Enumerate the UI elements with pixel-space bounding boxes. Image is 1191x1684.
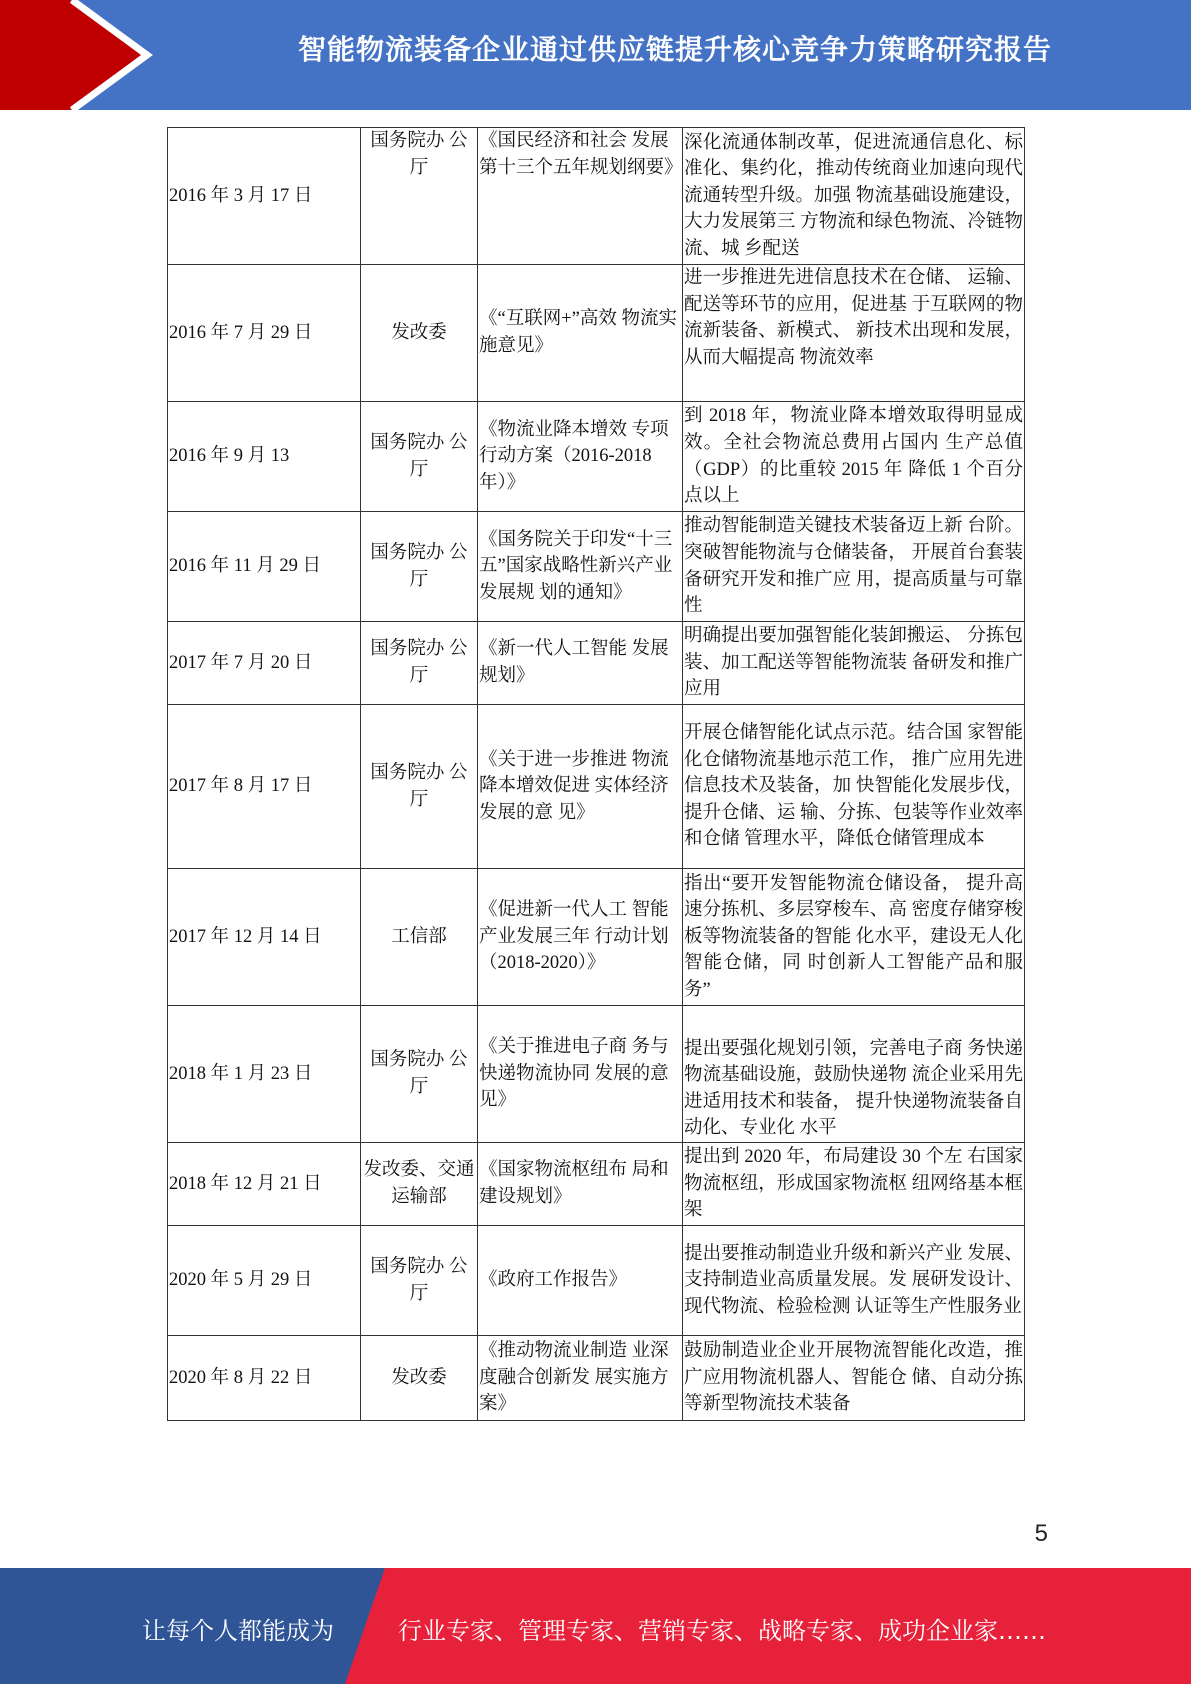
- cell-document: 《关于推进电子商 务与快递物流协同 发展的意见》: [478, 1006, 683, 1143]
- cell-description: 提出要强化规划引领，完善电子商 务快递物流基础设施，鼓励快递物 流企业采用先进适用技术和装备， 提升快递物流装备自动化、专业化 水平: [683, 1006, 1025, 1143]
- table-row: [168, 402, 1025, 512]
- cell-document: 《国务院关于印发“十三五”国家战略性新兴产业发展规 划的通知》: [478, 512, 683, 622]
- cell-document: 《“互联网+”高效 物流实施意见》: [478, 265, 683, 402]
- cell-department: 发改委: [361, 1336, 478, 1421]
- cell-description: 进一步推进先进信息技术在仓储、 运输、配送等环节的应用，促进基 于互联网的物流新装备、新模式、 新技术出现和发展，从而大幅提高 物流效率: [683, 265, 1025, 402]
- cell-description: 到 2018 年，物流业降本增效取得明显成效。全社会物流总费用占国内 生产总值（GDP）的比重较 2015 年 降低 1 个百分点以上: [683, 402, 1025, 512]
- cell-document: 《政府工作报告》: [478, 1226, 683, 1336]
- cell-date: 2016 年 3 月 17 日: [168, 128, 361, 265]
- cell-document: 《新一代人工智能 发展规划》: [478, 622, 683, 705]
- cell-document: 《关于进一步推进 物流降本增效促进 实体经济发展的意 见》: [478, 705, 683, 869]
- cell-description: 明确提出要加强智能化装卸搬运、 分拣包装、加工配送等智能物流装 备研发和推广应用: [683, 622, 1025, 705]
- cell-department: 国务院办 公厅: [361, 512, 478, 622]
- table-row: [168, 1143, 1025, 1226]
- table-row: [168, 1336, 1025, 1421]
- cell-date: 2016 年 9 月 13: [168, 402, 361, 512]
- cell-description: 提出要推动制造业升级和新兴产业 发展、支持制造业高质量发展。发 展研发设计、现代物流、检验检测 认证等生产性服务业: [683, 1226, 1025, 1336]
- cell-date: 2020 年 8 月 22 日: [168, 1336, 361, 1421]
- cell-department: 发改委、交通运输部: [361, 1143, 478, 1226]
- cell-description: 推动智能制造关键技术装备迈上新 台阶。突破智能物流与仓储装备， 开展首台套装备研究开发和推广应 用，提高质量与可靠性: [683, 512, 1025, 622]
- cell-department: 发改委: [361, 265, 478, 402]
- cell-department: 国务院办 公厅: [361, 128, 478, 265]
- cell-document: 《国民经济和社会 发展第十三个五年规划纲要》: [478, 128, 683, 265]
- cell-department: 国务院办 公厅: [361, 1226, 478, 1336]
- cell-date: 2017 年 8 月 17 日: [168, 705, 361, 869]
- table-row: [168, 705, 1025, 869]
- cell-document: 《物流业降本增效 专项行动方案（2016-2018 年）》: [478, 402, 683, 512]
- report-title: 智能物流装备企业通过供应链提升核心竞争力策略研究报告: [297, 33, 1052, 66]
- cell-date: 2017 年 7 月 20 日: [168, 622, 361, 705]
- cell-date: 2018 年 12 月 21 日: [168, 1143, 361, 1226]
- header-red-arrow: [0, 0, 145, 110]
- cell-description: 提出到 2020 年，布局建设 30 个左 右国家物流枢纽，形成国家物流枢 纽网络基本框架: [683, 1143, 1025, 1226]
- cell-department: 工信部: [361, 869, 478, 1006]
- cell-department: 国务院办 公厅: [361, 402, 478, 512]
- cell-date: 2016 年 7 月 29 日: [168, 265, 361, 402]
- cell-document: 《促进新一代人工 智能产业发展三年 行动计划（2018-2020）》: [478, 869, 683, 1006]
- cell-department: 国务院办 公厅: [361, 622, 478, 705]
- table-row: [168, 1006, 1025, 1143]
- table-row: [168, 622, 1025, 705]
- table-row: [168, 265, 1025, 402]
- cell-department: 国务院办 公厅: [361, 1006, 478, 1143]
- cell-date: 2020 年 5 月 29 日: [168, 1226, 361, 1336]
- cell-description: 深化流通体制改革，促进流通信息化、标准化、集约化，推动传统商业加速向现代流通转型升级。加强 物流基础设施建设，大力发展第三 方物流和绿色物流、冷链物流、城 乡配送: [683, 128, 1025, 265]
- cell-date: 2016 年 11 月 29 日: [168, 512, 361, 622]
- table-row: [168, 512, 1025, 622]
- footer-slogan-left: 让每个人都能成为: [142, 1617, 334, 1645]
- cell-date: 2017 年 12 月 14 日: [168, 869, 361, 1006]
- cell-date: 2018 年 1 月 23 日: [168, 1006, 361, 1143]
- cell-description: 鼓励制造业企业开展物流智能化改造，推广应用物流机器人、智能仓 储、自动分拣等新型物流技术装备: [683, 1336, 1025, 1421]
- table-row: [168, 128, 1025, 265]
- table-row: [168, 869, 1025, 1006]
- footer-slogan-right: 行业专家、管理专家、营销专家、战略专家、成功企业家……: [398, 1617, 1046, 1645]
- page-footer: [0, 1568, 1191, 1684]
- cell-document: 《国家物流枢纽布 局和建设规划》: [478, 1143, 683, 1226]
- page-header: [0, 0, 1191, 110]
- cell-description: 指出“要开发智能物流仓储设备， 提升高速分拣机、多层穿梭车、高 密度存储穿梭板等物流装备的智能 化水平，建设无人化智能仓储，同 时创新人工智能产品和服务”: [683, 869, 1025, 1006]
- table-row: [168, 1226, 1025, 1336]
- cell-description: 开展仓储智能化试点示范。结合国 家智能化仓储物流基地示范工作， 推广应用先进信息技术及装备，加 快智能化发展步伐，提升仓储、运 输、分拣、包装等作业效率和仓储 管理水平，降低仓储管理成本: [683, 705, 1025, 869]
- page-number: 5: [1034, 1520, 1048, 1547]
- policy-table: [167, 127, 1025, 1421]
- cell-document: 《推动物流业制造 业深度融合创新发 展实施方案》: [478, 1336, 683, 1421]
- cell-department: 国务院办 公厅: [361, 705, 478, 869]
